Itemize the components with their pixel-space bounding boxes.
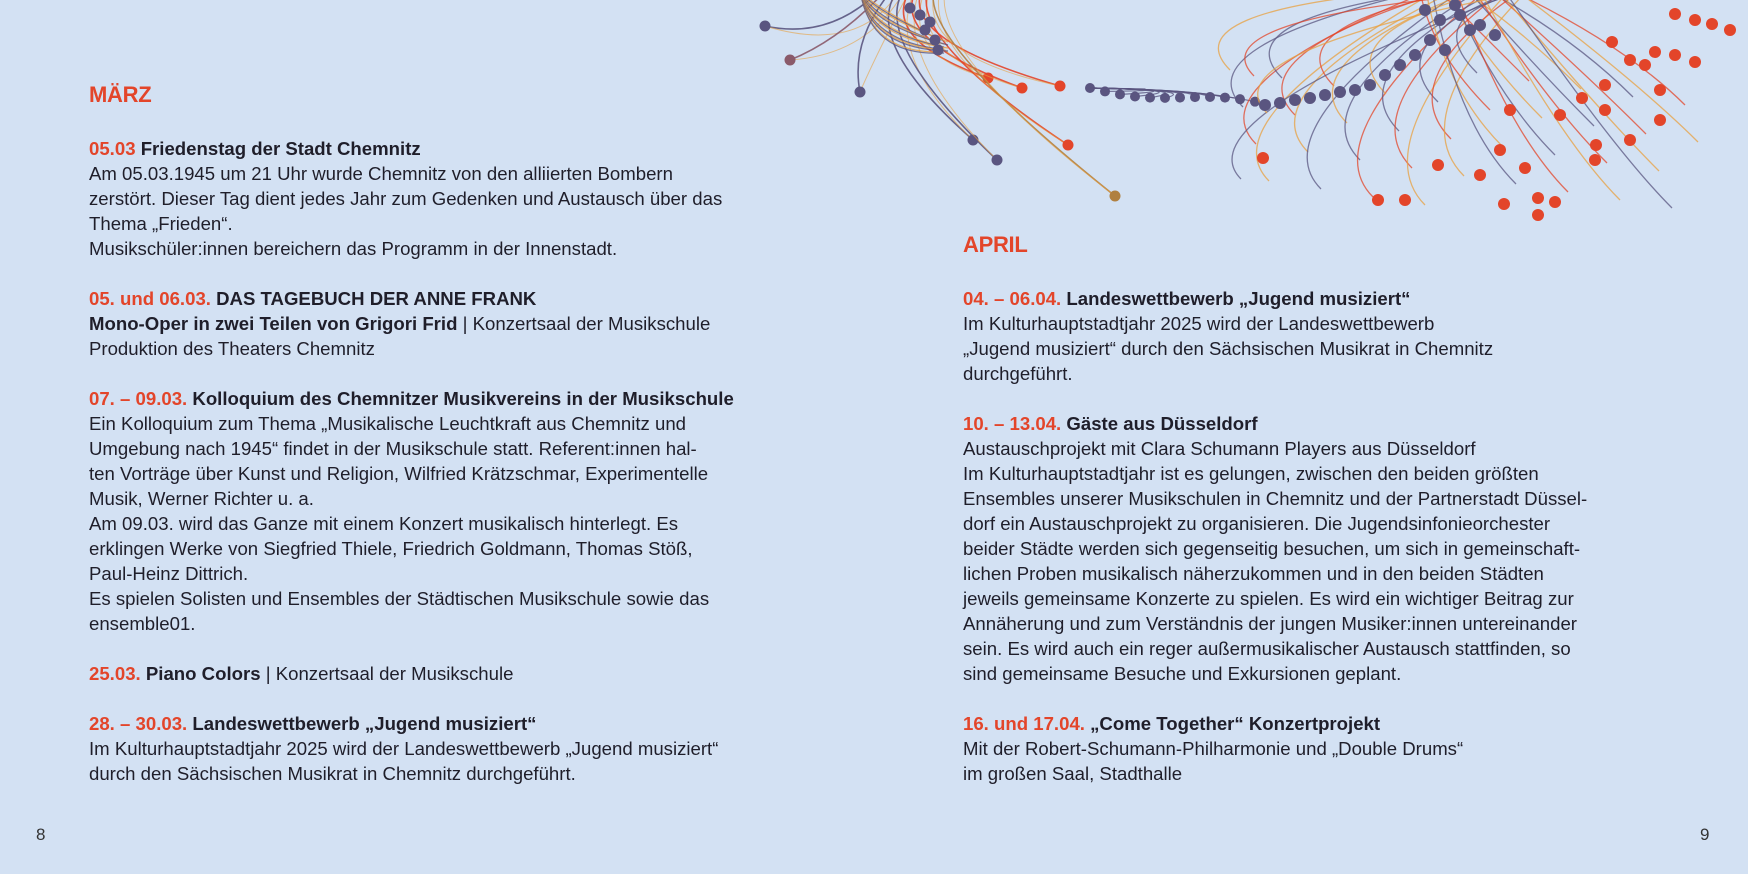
month-heading-april: APRIL <box>963 232 1028 257</box>
event-venue: | Konzertsaal der Musikschule <box>457 313 711 334</box>
event-text-line: lichen Proben musikalisch näherzukommen und in den beiden Städten <box>963 563 1544 584</box>
event-text-line: Paul-Heinz Dittrich. <box>89 563 249 584</box>
event-text-line: ensemble01. <box>89 613 196 634</box>
string-dot <box>1590 139 1602 151</box>
string-dot <box>1274 97 1286 109</box>
event-title: Landeswettbewerb „Jugend musiziert“ <box>1066 288 1411 309</box>
string-dot <box>1409 49 1421 61</box>
string-strand <box>1269 0 1444 78</box>
event-text-line: durch den Sächsischen Musikrat in Chemnitz durchgeführt. <box>89 763 576 784</box>
event-title: Kolloquium des Chemnitzer Musikvereins in der Musikschule <box>192 388 734 409</box>
string-strand <box>1450 0 1555 155</box>
event-text-line: durchgeführt. <box>963 363 1073 384</box>
event-title: Friedenstag der Stadt Chemnitz <box>140 138 421 159</box>
event-entry <box>89 136 734 261</box>
event-text-line: erklingen Werke von Siegfried Thiele, Friedrich Goldmann, Thomas Stöß, <box>89 538 693 559</box>
event-title: Gäste aus Düsseldorf <box>1066 413 1258 434</box>
string-strand <box>1486 0 1633 97</box>
event-entry <box>89 286 734 361</box>
event-title: „Come Together“ Konzertprojekt <box>1090 713 1381 734</box>
event-text-line: Thema „Frieden“. <box>89 213 233 234</box>
string-dot <box>1669 49 1681 61</box>
string-dot <box>1639 59 1651 71</box>
string-strand <box>1444 0 1528 176</box>
string-dot <box>1372 194 1384 206</box>
event-text-line: Mit der Robert-Schumann-Philharmonie und „Double Drums“ <box>963 738 1464 759</box>
event-date: 04. – 06.04. <box>963 288 1062 309</box>
event-text-line: sein. Es wird auch ein reger außermusikalischer Austausch stattfinden, so <box>963 638 1571 659</box>
string-dot <box>1259 99 1271 111</box>
string-dot <box>933 45 944 56</box>
string-dot <box>1364 79 1376 91</box>
event-text-line: sind gemeinsame Besuche und Exkursionen geplant. <box>963 663 1402 684</box>
event-entry <box>963 286 1587 386</box>
string-dot <box>1494 144 1506 156</box>
event-date: 25.03. <box>89 663 141 684</box>
string-dot <box>992 155 1003 166</box>
month-heading-march: MÄRZ <box>89 82 152 107</box>
string-dot <box>1474 19 1486 31</box>
event-text-line: Es spielen Solisten und Ensembles der Städtischen Musikschule sowie das <box>89 588 710 609</box>
string-dot <box>1319 89 1331 101</box>
event-text-line: Ensembles unserer Musikschulen in Chemnitz und der Partnerstadt Düssel- <box>963 488 1588 509</box>
event-text-line: Annäherung und zum Verständnis der jungen Musiker:innen untereinander <box>963 613 1578 634</box>
event-date: 28. – 30.03. <box>89 713 188 734</box>
string-dot <box>1474 169 1486 181</box>
string-strand <box>933 0 1115 196</box>
string-dot <box>1399 194 1411 206</box>
string-dot <box>1689 56 1701 68</box>
event-text-line: zerstört. Dieser Tag dient jedes Jahr zum Gedenken und Austausch über das <box>89 188 723 209</box>
event-text-line: Am 05.03.1945 um 21 Uhr wurde Chemnitz von den alliierten Bombern <box>89 163 673 184</box>
string-dot <box>930 35 941 46</box>
string-dot <box>1519 162 1531 174</box>
event-title: Landeswettbewerb „Jugend musiziert“ <box>192 713 537 734</box>
page-number-right: 9 <box>1700 825 1710 844</box>
string-strand <box>1462 0 1581 89</box>
event-text-line: beider Städte werden sich gegenseitig besuchen, um sich in gemeinschaft- <box>963 538 1581 559</box>
event-date: 05.03 <box>89 138 136 159</box>
string-dot <box>1349 84 1361 96</box>
string-dot <box>785 55 796 66</box>
event-text-line: Musikschüler:innen bereichern das Programm in der Innenstadt. <box>89 238 618 259</box>
string-dot <box>1689 14 1701 26</box>
event-text-line: Im Kulturhauptstadtjahr 2025 wird der Landeswettbewerb „Jugend musiziert“ <box>89 738 719 759</box>
string-dot <box>1289 94 1301 106</box>
string-strand <box>1395 0 1504 168</box>
string-dot <box>1175 93 1185 103</box>
string-dot <box>1379 69 1391 81</box>
event-text-line: Am 09.03. wird das Ganze mit einem Konzert musikalisch hinterlegt. Es <box>89 513 679 534</box>
event-text-line: Im Kulturhauptstadtjahr 2025 wird der Landeswettbewerb <box>963 313 1435 334</box>
april-entries <box>963 286 1587 811</box>
string-dot <box>1424 34 1436 46</box>
string-dot <box>1624 54 1636 66</box>
string-strand <box>944 0 1115 196</box>
string-dot <box>1706 18 1718 30</box>
string-dot <box>1454 9 1466 21</box>
string-dot <box>1145 93 1155 103</box>
event-entry <box>89 711 734 786</box>
string-dot <box>1160 93 1170 103</box>
string-strand <box>1516 0 1698 142</box>
event-date: 16. und 17.04. <box>963 713 1085 734</box>
string-dot <box>905 3 916 14</box>
string-strand <box>926 0 1068 145</box>
string-dot <box>1669 8 1681 20</box>
string-dot <box>1432 159 1444 171</box>
string-dot <box>1489 29 1501 41</box>
string-dot <box>1434 14 1446 26</box>
string-dot <box>1394 59 1406 71</box>
string-dot <box>1498 198 1510 210</box>
event-text-line: Produktion des Theaters Chemnitz <box>89 338 375 359</box>
string-dot <box>1532 209 1544 221</box>
string-dot <box>1504 104 1516 116</box>
event-date: 07. – 09.03. <box>89 388 188 409</box>
string-dot <box>1654 114 1666 126</box>
string-dot <box>1654 84 1666 96</box>
event-text-line: Umgebung nach 1945“ findet in der Musikschule statt. Referent:innen hal- <box>89 438 697 459</box>
event-text-line: Im Kulturhauptstadtjahr ist es gelungen, zwischen den beiden größten <box>963 463 1539 484</box>
event-date: 05. und 06.03. <box>89 288 211 309</box>
string-dot <box>855 87 866 98</box>
event-text-line: dorf ein Austauschprojekt zu organisieren. Die Jugendsinfonieorchester <box>963 513 1551 534</box>
string-dot <box>1439 44 1451 56</box>
string-dot <box>1576 92 1588 104</box>
event-entry <box>963 711 1587 786</box>
event-text-line: Austauschprojekt mit Clara Schumann Players aus Düsseldorf <box>963 438 1476 459</box>
event-entry <box>89 661 734 686</box>
march-entries <box>89 136 734 811</box>
event-text-line: im großen Saal, Stadthalle <box>963 763 1183 784</box>
string-dot <box>915 10 926 21</box>
string-strand <box>790 0 905 60</box>
string-dot <box>920 25 931 36</box>
page-number-left: 8 <box>36 825 46 844</box>
string-dot <box>1257 152 1269 164</box>
string-dot <box>1115 89 1125 99</box>
string-dot <box>1532 192 1544 204</box>
string-dot <box>1334 86 1346 98</box>
event-text-line: ten Vorträge über Kunst und Religion, Wilfried Krätzschmar, Experimentelle <box>89 463 709 484</box>
event-venue: | Konzertsaal der Musikschule <box>260 663 514 684</box>
string-dot <box>1589 154 1601 166</box>
event-text-line: „Jugend musiziert“ durch den Sächsischen Musikrat in Chemnitz <box>963 338 1494 359</box>
string-dot <box>1110 191 1121 202</box>
string-dot <box>1304 92 1316 104</box>
string-dot <box>1649 46 1661 58</box>
event-entry <box>89 386 734 636</box>
event-text-line: Ein Kolloquium zum Thema „Musikalische Leuchtkraft aus Chemnitz und <box>89 413 686 434</box>
string-dot <box>760 21 771 32</box>
string-dot <box>1624 134 1636 146</box>
string-dot <box>1724 24 1736 36</box>
event-entry <box>963 411 1587 686</box>
string-dot <box>1549 196 1561 208</box>
string-strand <box>933 0 1060 86</box>
string-dot <box>1606 36 1618 48</box>
event-date: 10. – 13.04. <box>963 413 1062 434</box>
string-dot <box>1055 81 1066 92</box>
string-dot <box>1017 83 1028 94</box>
string-dot <box>1130 91 1140 101</box>
event-title: Piano Colors <box>145 663 261 684</box>
string-strand <box>938 0 1068 145</box>
string-dot <box>1599 104 1611 116</box>
event-text-line: Musik, Werner Richter u. a. <box>89 488 314 509</box>
string-dot <box>1063 140 1074 151</box>
string-strand <box>1295 0 1456 152</box>
event-subtitle: Mono-Oper in zwei Teilen von Grigori Frid <box>89 313 458 334</box>
event-text-line: jeweils gemeinsame Konzerte zu spielen. Es wird ein wichtiger Beitrag zur <box>963 588 1574 609</box>
string-dot <box>1554 109 1566 121</box>
string-strand <box>1090 88 1255 102</box>
string-dot <box>1599 79 1611 91</box>
event-title: DAS TAGEBUCH DER ANNE FRANK <box>216 288 537 309</box>
string-dot <box>1419 4 1431 16</box>
